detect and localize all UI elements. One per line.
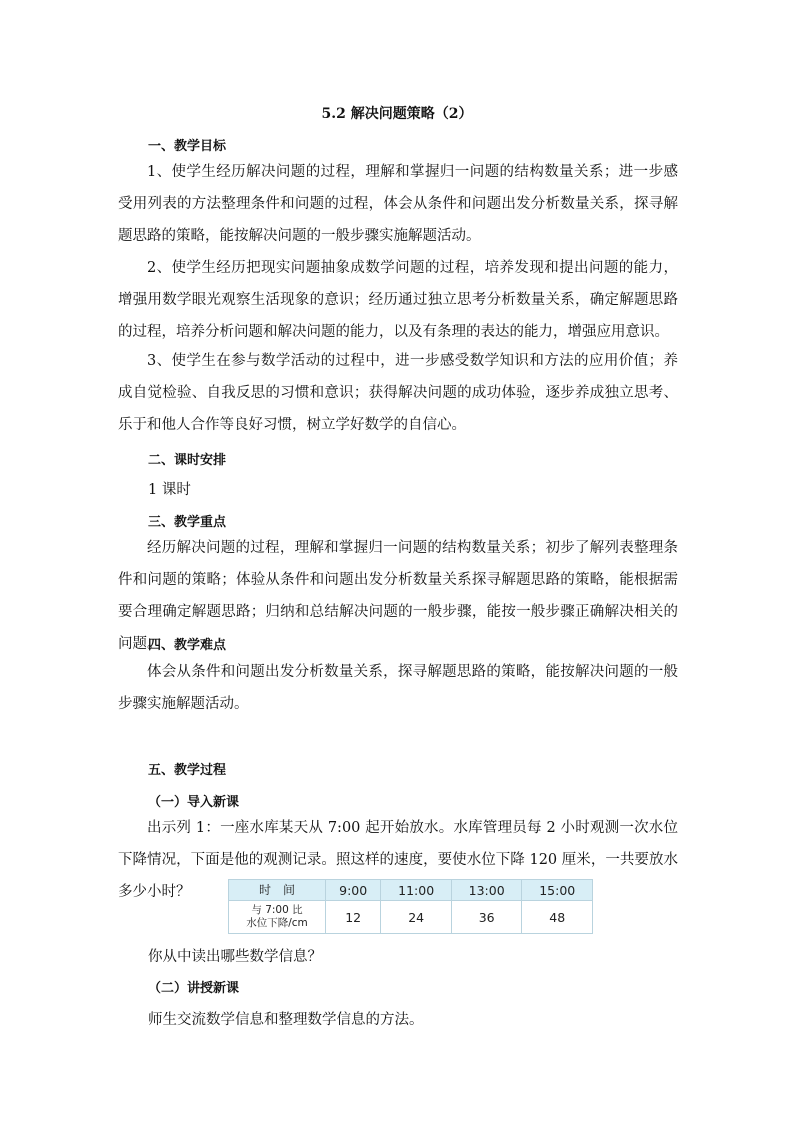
goal-item-1: 1、使学生经历解决问题的过程，理解和掌握归一问题的结构数量关系；进一步感受用列表的方法整理条件和问题的过程，体会从条件和问题出发分析数量关系，探寻解题思路的策略，能按解决问题的一般步骤实施解题活动。 [118,164,678,244]
table-time-cell: 11:00 [381,880,452,901]
document-title: 5.2 解决问题策略（2） [321,106,473,122]
table-value-cell: 12 [326,901,381,934]
table-time-cell: 9:00 [326,880,381,901]
table-row-label [229,901,326,934]
table-value-row [229,901,593,934]
example-text: 出示列 1：一座水库某天从 7:00 起开始放水。水库管理员每 2 小时观测一次水位下降情况，下面是他的观测记录。照这样的速度，要使水位下降 120 厘米，一共要放水多少小时？ [118,820,678,900]
goal-item-3: 3、使学生在参与数学活动的过程中，进一步感受数学知识和方法的应用价值；养成自觉检验、自我反思的习惯和意识；获得解决问题的成功体验，逐步养成独立思考、乐于和他人合作等良好习惯，树立学好数学的自信心。 [118,353,678,433]
heading-key-points: 三、教学重点 [148,515,227,530]
heading-schedule: 二、课时安排 [148,453,227,468]
table-value-cell: 36 [451,901,522,934]
table-row-label-line2: 水位下降/cm [246,917,308,929]
observation-table [228,879,593,934]
table-time-cell: 13:00 [451,880,522,901]
difficulties-text: 体会从条件和问题出发分析数量关系，探寻解题思路的策略，能按解决问题的一般步骤实施解题活动。 [118,664,678,712]
heading-goals: 一、教学目标 [148,139,227,154]
question-text: 你从中读出哪些数学信息？ [148,949,322,965]
schedule-text: 1 课时 [148,482,191,498]
table-header-label: 时 间 [229,880,326,901]
subheading-new-lesson: （二）讲授新课 [148,981,240,996]
table-header-row [229,880,593,901]
heading-process: 五、教学过程 [148,763,227,778]
table-time-cell: 15:00 [522,880,593,901]
table-row-label-line1: 与 7:00 比 [251,904,303,916]
table-value-cell: 48 [522,901,593,934]
subheading-intro: （一）导入新课 [148,795,240,810]
goal-item-2: 2、使学生经历把现实问题抽象成数学问题的过程，培养发现和提出问题的能力，增强用数学眼光观察生活现象的意识；经历通过独立思考分析数量关系，确定解题思路的过程，培养分析问题和解决问题的能力，以及有条理的表达的能力，增强应用意识。 [118,260,678,340]
table-value-cell: 24 [381,901,452,934]
key-points-text: 经历解决问题的过程，理解和掌握归一问题的结构数量关系；初步了解列表整理条件和问题的策略；体验从条件和问题出发分析数量关系探寻解题思路的策略，能根据需要合理确定解题思路；归纳和总结解决问题的一般步骤，能按一般步骤正确解决相关的问题。 [118,540,678,652]
heading-difficulties: 四、教学难点 [148,638,227,653]
closing-text: 师生交流数学信息和整理数学信息的方法。 [148,1012,424,1028]
